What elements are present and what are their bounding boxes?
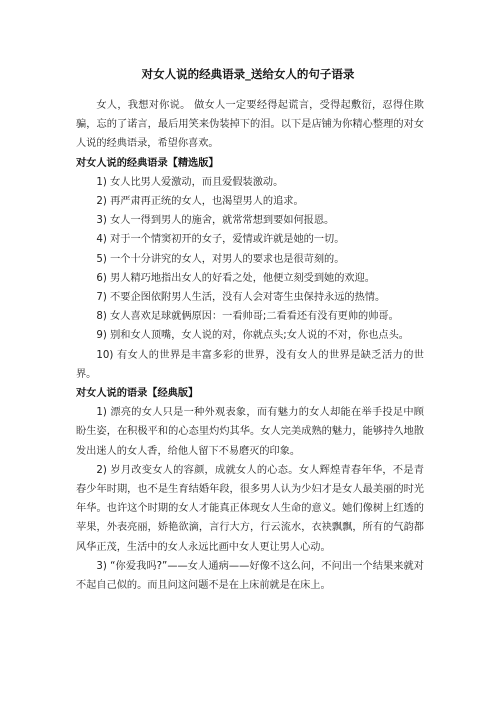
list-item: 7) 不要企图依附男人生活，没有人会对寄生虫保持永远的热情。: [96, 292, 386, 304]
list-item: 10) 有女人的世界是丰富多彩的世界，没有女人的世界是缺乏活力的世界。: [76, 349, 424, 380]
list-item: 6) 男人精巧地指出女人的好看之处，他便立刻受到她的欢迎。: [96, 272, 375, 284]
document-body: [76, 96, 424, 595]
section-heading-selected: 对女人说的经典语录【精选版】: [76, 157, 219, 169]
list-item: 8) 女人喜欢足球就俩原因：一看帅哥;二看看还有没有更帅的帅哥。: [96, 311, 399, 323]
section-heading-classic: 对女人说的语录【经典版】: [76, 388, 199, 400]
list-item: 2) 岁月改变女人的容颜，成就女人的心态。女人辉煌青春年华，不是青春少年时期，也不是生育结婚年段，很多男人认为少妇才是女人最美丽的时光年华。也许这个时期的女人才能真正体现女人生命的意义。她们像树上红透的苹果，外表亮丽，娇艳欲滴，言行大方，行云流水，衣袂飘飘，所有的气韵都风华正茂，生活中的女人永远比画中女人更让男人心动。: [76, 464, 424, 553]
list-item: 9) 别和女人顶嘴，女人说的对，你就点头;女人说的不对，你也点头。: [96, 330, 409, 342]
list-item: 1) 漂亮的女人只是一种外观表象，而有魅力的女人却能在举手投足中顾盼生姿，在积极平和的心态里灼灼其华。女人完美成熟的魅力，能够持久地散发出迷人的女人香，给他人留下不易磨灭的印象。: [76, 407, 424, 457]
list-item: 4) 对于一个情窦初开的女子，爱情或许就是她的一切。: [96, 234, 345, 246]
list-item: 3) 女人一得到男人的施舍，就常常想到要如何报恩。: [96, 215, 335, 227]
page-title: 对女人说的经典语录_送给女人的句子语录: [141, 67, 355, 81]
list-item: 2) 再严肃再正统的女人，也渴望男人的追求。: [96, 196, 304, 208]
list-item: 1) 女人比男人爱激动，而且爱假装激动。: [96, 176, 284, 188]
list-item: 5) 一个十分讲究的女人，对男人的要求也是很苛刻的。: [96, 253, 345, 265]
intro-paragraph: 女人，我想对你说。 做女人一定要经得起谎言，受得起敷衍，忍得住欺骗，忘的了诺言，最后用笑来伪装掉下的泪。以下是店铺为你精心整理的对女人说的经典语录，希望你喜欢。: [76, 100, 424, 150]
list-item: 3) “你爱我吗?”——女人通病——好像不这么问，不问出一个结果来就对不起自己似的。而且问这问题不是在上床前就是在床上。: [76, 560, 424, 592]
